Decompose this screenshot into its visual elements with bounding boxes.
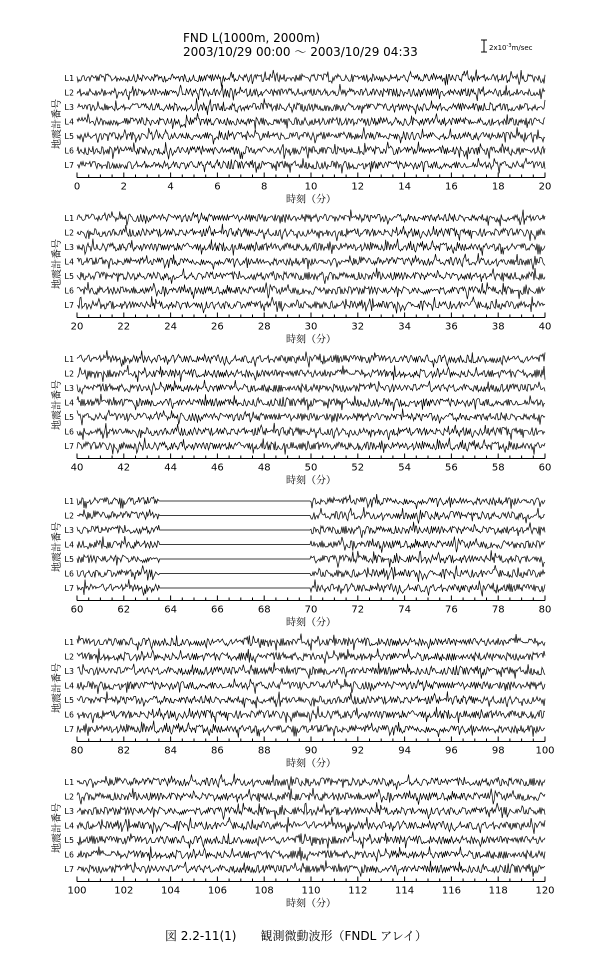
x-tick-label: 110 — [301, 885, 321, 897]
waveform-trace — [77, 536, 545, 553]
channel-label: L3 — [64, 526, 74, 535]
channel-label: L7 — [64, 442, 74, 451]
x-tick-label: 60 — [70, 604, 84, 616]
waveform-trace — [77, 579, 545, 596]
x-tick-label: 38 — [491, 321, 505, 333]
y-axis-label: 地震計番号 — [52, 99, 63, 149]
x-tick-label: 58 — [491, 462, 505, 474]
channel-label: L3 — [64, 384, 74, 393]
x-tick-label: 16 — [445, 181, 458, 193]
waveform-trace — [77, 239, 545, 256]
channel-label: L3 — [64, 103, 74, 112]
x-tick-label: 60 — [538, 462, 552, 474]
x-tick-label: 82 — [117, 745, 131, 757]
waveform-trace — [77, 634, 545, 651]
x-axis-label: 時刻（分） — [286, 758, 336, 770]
x-tick-label: 42 — [117, 462, 131, 474]
x-tick-label: 40 — [70, 462, 84, 474]
channel-label: L3 — [64, 243, 74, 252]
x-tick-label: 30 — [304, 321, 318, 333]
channel-label: L4 — [64, 117, 74, 127]
x-tick-label: 112 — [348, 885, 368, 897]
channel-label: L2 — [64, 369, 74, 379]
channel-label: L6 — [64, 146, 74, 156]
channel-label: L1 — [64, 214, 74, 223]
panels — [50, 70, 555, 910]
waveform-trace — [77, 662, 545, 678]
x-tick-label: 32 — [351, 321, 365, 333]
panel-1 — [50, 70, 551, 206]
waveform-trace — [77, 817, 545, 834]
x-tick-label: 36 — [445, 321, 458, 333]
waveform-trace — [77, 210, 545, 227]
x-tick-label: 100 — [67, 885, 87, 897]
x-axis-label: 時刻（分） — [286, 898, 336, 910]
x-tick-label: 64 — [164, 604, 177, 616]
panel-5 — [50, 634, 555, 770]
x-tick-label: 74 — [398, 604, 411, 616]
channel-label: L2 — [64, 228, 74, 238]
x-tick-label: 44 — [164, 462, 177, 474]
waveform-trace — [77, 721, 545, 738]
x-axis-label: 時刻（分） — [286, 617, 336, 629]
waveform-trace — [77, 394, 545, 411]
x-tick-label: 80 — [538, 604, 552, 616]
channel-label: L1 — [64, 638, 74, 647]
waveform-trace — [77, 438, 545, 455]
waveform-trace — [77, 253, 545, 269]
channel-label: L4 — [64, 257, 74, 267]
x-tick-label: 116 — [441, 885, 461, 897]
x-tick-label: 96 — [445, 745, 458, 757]
channel-label: L5 — [64, 555, 74, 564]
x-tick-label: 6 — [214, 181, 221, 193]
channel-label: L7 — [64, 584, 74, 593]
channel-label: L6 — [64, 569, 74, 579]
x-tick-label: 114 — [395, 885, 415, 897]
waveform-trace — [77, 522, 545, 538]
channel-label: L1 — [64, 355, 74, 364]
x-tick-label: 20 — [538, 181, 552, 193]
x-axis-label: 時刻（分） — [286, 194, 336, 206]
x-tick-label: 14 — [398, 181, 411, 193]
channel-label: L5 — [64, 696, 74, 705]
waveform-trace — [77, 507, 545, 523]
waveform-trace — [77, 802, 545, 819]
x-tick-label: 94 — [398, 745, 411, 757]
waveform-trace — [77, 127, 545, 144]
x-tick-label: 24 — [164, 321, 177, 333]
x-tick-label: 40 — [538, 321, 552, 333]
channel-label: L6 — [64, 710, 74, 720]
waveform-trace — [77, 70, 545, 87]
channel-label: L5 — [64, 413, 74, 422]
x-tick-label: 84 — [164, 745, 177, 757]
scale-exp: -3 — [506, 43, 512, 49]
x-tick-label: 70 — [304, 604, 318, 616]
waveform-trace — [77, 678, 545, 693]
channel-label: L7 — [64, 161, 74, 170]
x-tick-label: 100 — [535, 745, 555, 757]
channel-label: L2 — [64, 88, 74, 98]
panel-2 — [50, 210, 551, 346]
y-axis-label: 地震計番号 — [52, 522, 63, 572]
x-tick-label: 104 — [161, 885, 181, 897]
channel-label: L1 — [64, 74, 74, 83]
x-tick-label: 80 — [70, 745, 84, 757]
channel-label: L7 — [64, 725, 74, 734]
channel-label: L2 — [64, 792, 74, 802]
x-tick-label: 106 — [207, 885, 227, 897]
x-tick-label: 88 — [257, 745, 271, 757]
waveform-trace — [77, 774, 545, 790]
x-tick-label: 4 — [167, 181, 174, 193]
waveform-trace — [77, 84, 545, 101]
x-axis-label: 時刻（分） — [286, 334, 336, 346]
y-axis-label: 地震計番号 — [52, 380, 63, 430]
x-tick-label: 28 — [257, 321, 271, 333]
header-line2: 2003/10/29 00:00 ～ 2003/10/29 04:33 — [183, 45, 418, 59]
channel-label: L6 — [64, 286, 74, 296]
y-axis-label: 地震計番号 — [52, 663, 63, 713]
channel-label: L6 — [64, 427, 74, 437]
x-tick-label: 118 — [488, 885, 508, 897]
x-tick-label: 98 — [491, 745, 505, 757]
waveform-trace — [77, 98, 545, 115]
panel-3 — [50, 350, 551, 486]
x-tick-label: 86 — [211, 745, 224, 757]
channel-label: L5 — [64, 836, 74, 845]
channel-label: L6 — [64, 850, 74, 860]
y-axis-label: 地震計番号 — [52, 803, 63, 853]
x-tick-label: 20 — [70, 321, 84, 333]
waveform-trace — [77, 224, 545, 241]
y-axis-label: 地震計番号 — [52, 239, 63, 289]
channel-label: L4 — [64, 681, 74, 691]
channel-label: L4 — [64, 398, 74, 408]
channel-label: L5 — [64, 272, 74, 281]
waveform-trace — [77, 846, 545, 861]
waveform-trace — [77, 142, 545, 160]
channel-label: L2 — [64, 652, 74, 662]
x-tick-label: 62 — [117, 604, 131, 616]
x-tick-label: 78 — [491, 604, 505, 616]
figure-caption: 図 2.2-11(1) 観測微動波形（FNDL アレイ） — [164, 929, 428, 943]
waveform-trace — [77, 494, 545, 509]
channel-label: L1 — [64, 778, 74, 787]
x-tick-label: 76 — [445, 604, 458, 616]
waveform-trace — [77, 113, 545, 129]
waveform-trace — [77, 832, 545, 849]
waveform-trace — [77, 648, 545, 663]
channel-label: L4 — [64, 540, 74, 550]
x-tick-label: 8 — [261, 181, 268, 193]
x-tick-label: 50 — [304, 462, 318, 474]
x-tick-label: 0 — [73, 181, 81, 193]
header-line1: FND L(1000m, 2000m) — [183, 31, 321, 45]
x-tick-label: 34 — [398, 321, 411, 333]
channel-label: L7 — [64, 865, 74, 874]
waveform-trace — [77, 860, 545, 876]
x-tick-label: 54 — [398, 462, 411, 474]
waveform-trace — [77, 268, 545, 284]
x-tick-label: 56 — [445, 462, 458, 474]
waveform-trace — [77, 423, 545, 440]
waveform-trace — [77, 409, 545, 426]
channel-label: L2 — [64, 511, 74, 521]
scale-text: 2x10 — [489, 44, 507, 52]
x-tick-label: 90 — [304, 745, 318, 757]
x-tick-label: 22 — [117, 321, 131, 333]
x-tick-label: 10 — [304, 181, 318, 193]
x-tick-label: 26 — [211, 321, 224, 333]
waveform-trace — [77, 282, 545, 299]
x-tick-label: 46 — [211, 462, 224, 474]
x-tick-label: 120 — [535, 885, 555, 897]
waveform-trace — [77, 691, 545, 708]
channel-label: L3 — [64, 667, 74, 676]
waveform-trace — [77, 380, 545, 395]
waveform-trace — [77, 788, 545, 805]
panel-4 — [50, 494, 551, 629]
channel-label: L5 — [64, 132, 74, 141]
x-tick-label: 66 — [211, 604, 224, 616]
x-tick-label: 102 — [114, 885, 134, 897]
waveform-trace — [77, 296, 545, 313]
waveform-trace — [77, 706, 545, 723]
x-tick-label: 68 — [257, 604, 271, 616]
waveform-trace — [77, 158, 545, 173]
waveform-trace — [77, 350, 545, 367]
panel-6 — [50, 774, 555, 910]
x-tick-label: 108 — [254, 885, 274, 897]
x-tick-label: 72 — [351, 604, 365, 616]
channel-label: L3 — [64, 807, 74, 816]
x-tick-label: 48 — [257, 462, 271, 474]
x-tick-label: 52 — [351, 462, 365, 474]
channel-label: L1 — [64, 497, 74, 506]
x-tick-label: 92 — [351, 745, 365, 757]
waveform-trace — [77, 365, 545, 382]
waveform-trace — [77, 550, 545, 567]
waveform-trace — [77, 565, 545, 582]
amplitude-scale — [481, 40, 533, 52]
scale-unit: m/sec — [511, 44, 533, 52]
channel-label: L4 — [64, 821, 74, 831]
x-tick-label: 12 — [351, 181, 365, 193]
x-tick-label: 18 — [491, 181, 505, 193]
x-axis-label: 時刻（分） — [286, 475, 336, 487]
svg-text:2x10-3m/sec — [489, 43, 533, 52]
x-tick-label: 2 — [120, 181, 127, 193]
channel-label: L7 — [64, 301, 74, 310]
